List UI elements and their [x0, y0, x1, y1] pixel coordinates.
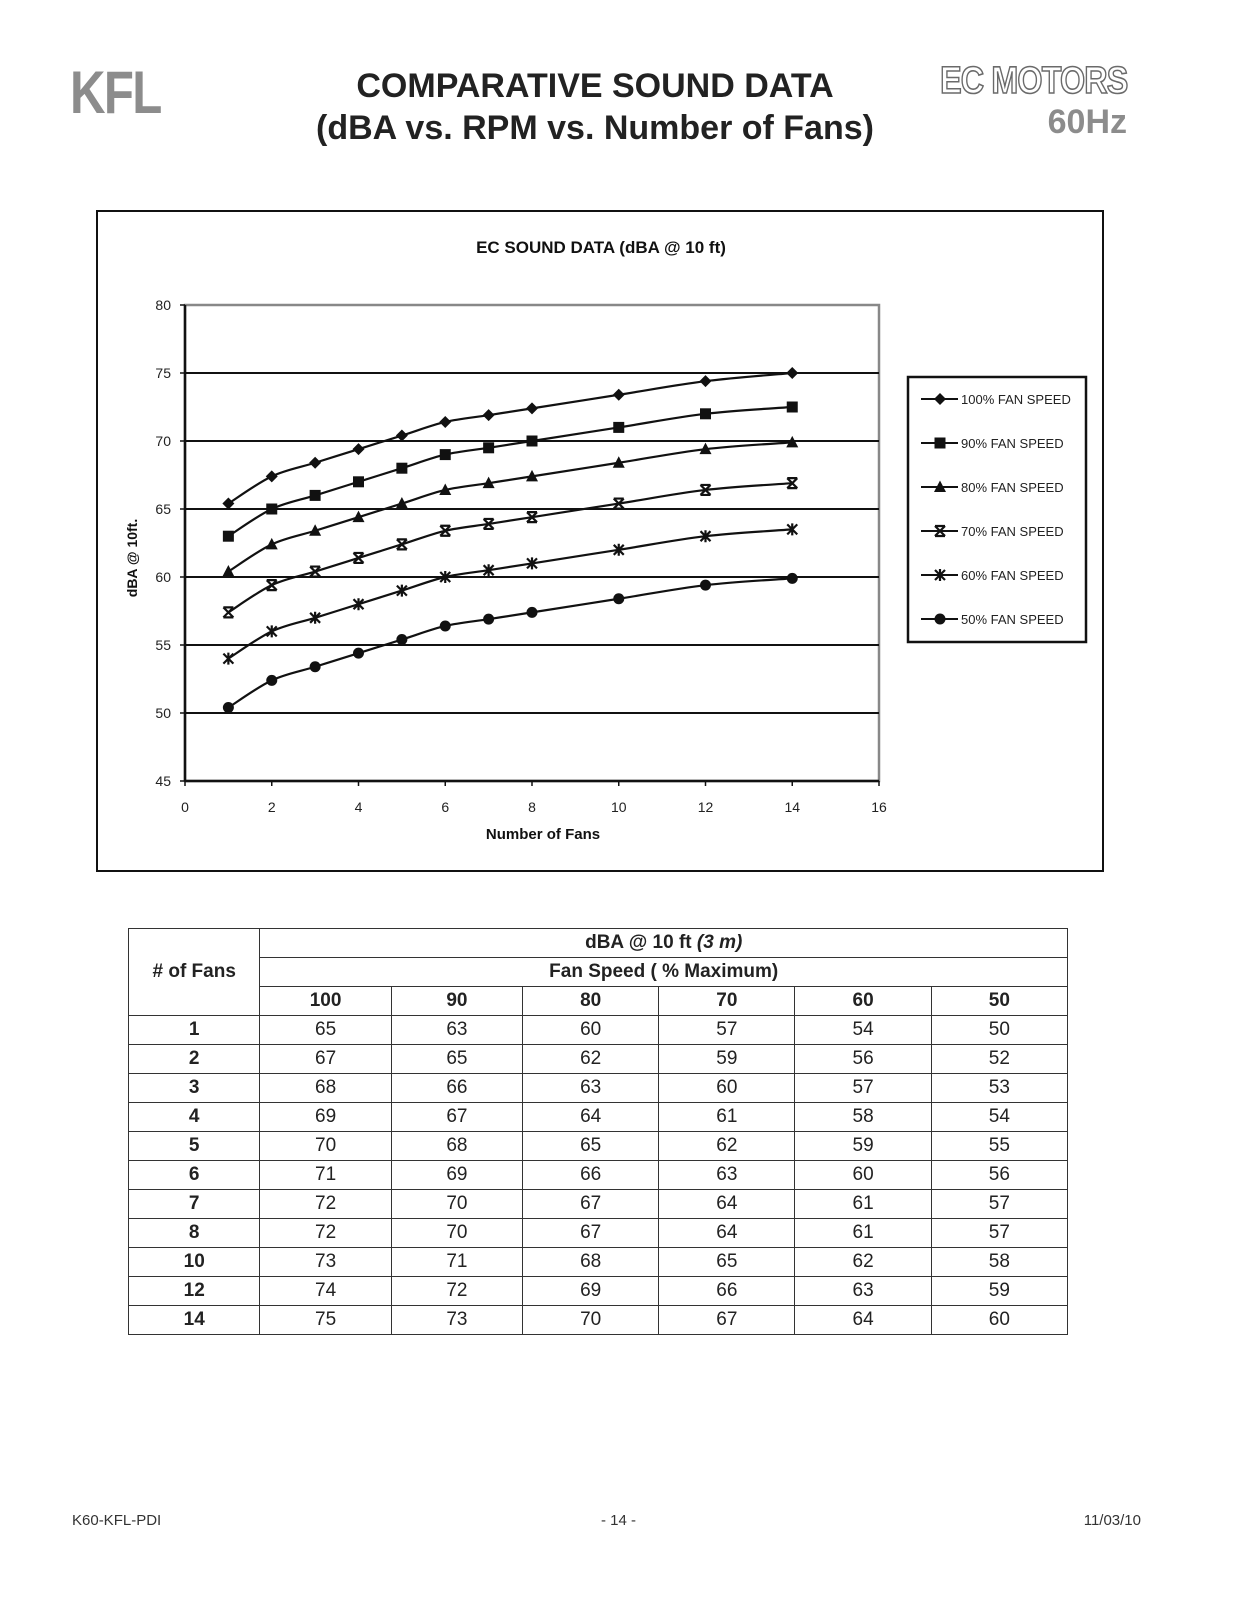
plot-area: [185, 305, 879, 781]
dba-value-cell: 50: [931, 1016, 1067, 1045]
dba-value-cell: 73: [260, 1248, 391, 1277]
data-point-square: [787, 402, 798, 413]
dba-value-cell: 62: [659, 1132, 795, 1161]
x-tick-label: 14: [784, 799, 801, 815]
data-point-square: [310, 490, 321, 501]
dba-value-cell: 63: [523, 1074, 659, 1103]
x-tick-label: 10: [610, 799, 627, 815]
y-tick-label: 80: [155, 297, 171, 313]
fans-count-cell: 3: [129, 1074, 260, 1103]
data-point-square: [353, 476, 364, 487]
x-tick-label: 16: [871, 799, 887, 815]
dba-value-cell: 64: [795, 1306, 931, 1335]
dba-value-cell: 57: [931, 1190, 1067, 1219]
dba-header-main: dBA @ 10 ft: [585, 932, 692, 953]
dba-value-cell: 74: [260, 1277, 391, 1306]
dba-value-cell: 54: [795, 1016, 931, 1045]
y-tick-label: 70: [155, 433, 171, 449]
dba-value-cell: 72: [260, 1190, 391, 1219]
speed-header-90: 90: [391, 987, 522, 1016]
dba-value-cell: 68: [523, 1248, 659, 1277]
data-point-square: [613, 422, 624, 433]
dba-value-cell: 58: [931, 1248, 1067, 1277]
y-axis-label: dBA @ 10ft.: [124, 518, 140, 598]
dba-value-cell: 73: [391, 1306, 522, 1335]
series-line-x-bar: [228, 483, 792, 612]
dba-value-cell: 70: [391, 1190, 522, 1219]
data-point-circle: [223, 702, 234, 713]
dba-value-cell: 71: [260, 1161, 391, 1190]
dba-value-cell: 67: [659, 1306, 795, 1335]
series-line-asterisk: [228, 529, 792, 658]
dba-value-cell: 70: [391, 1219, 522, 1248]
fans-count-cell: 2: [129, 1045, 260, 1074]
table-row: [129, 1132, 1068, 1161]
dba-value-cell: 67: [523, 1190, 659, 1219]
chart-frame: [96, 210, 1104, 872]
fans-count-cell: 7: [129, 1190, 260, 1219]
legend-label: 60% FAN SPEED: [961, 568, 1064, 583]
data-point-square: [396, 463, 407, 474]
data-point-diamond: [309, 457, 321, 469]
speed-header-100: 100: [260, 987, 391, 1016]
x-tick-label: 0: [181, 799, 189, 815]
title-line-1: COMPARATIVE SOUND DATA: [356, 67, 834, 105]
dba-value-cell: 67: [523, 1219, 659, 1248]
x-axis-label: Number of Fans: [485, 826, 601, 843]
data-point-square: [266, 504, 277, 515]
legend-label: 80% FAN SPEED: [961, 480, 1064, 495]
chart-title: EC SOUND DATA (dBA @ 10 ft): [476, 238, 726, 257]
fans-count-cell: 1: [129, 1016, 260, 1045]
dba-value-cell: 59: [795, 1132, 931, 1161]
table-row: [129, 1016, 1068, 1045]
dba-value-cell: 56: [795, 1045, 931, 1074]
legend-label: 50% FAN SPEED: [961, 612, 1064, 627]
dba-value-cell: 61: [795, 1190, 931, 1219]
table-body: [129, 1016, 1068, 1335]
data-point-diamond: [526, 402, 538, 414]
dba-value-cell: 67: [260, 1045, 391, 1074]
table-row: [129, 1306, 1068, 1335]
dba-header-metric: (3 m): [696, 932, 743, 953]
dba-value-cell: 55: [931, 1132, 1067, 1161]
data-point-circle: [787, 573, 798, 584]
x-tick-label: 6: [441, 799, 450, 815]
data-point-diamond: [613, 389, 625, 401]
legend-label: 90% FAN SPEED: [961, 436, 1064, 451]
series-line-square: [228, 407, 792, 536]
data-point-circle: [266, 675, 277, 686]
dba-value-cell: 58: [795, 1103, 931, 1132]
table-row: [129, 1103, 1068, 1132]
fans-count-cell: 8: [129, 1219, 260, 1248]
fans-count-cell: 12: [129, 1277, 260, 1306]
fans-column-header: # of Fans: [129, 929, 260, 1016]
series-line-circle: [228, 578, 792, 707]
data-point-square: [527, 436, 538, 447]
data-point-asterisk: [223, 653, 233, 665]
speed-header-60: 60: [795, 987, 931, 1016]
dba-value-cell: 75: [260, 1306, 391, 1335]
data-point-square: [483, 442, 494, 453]
dba-value-cell: 57: [659, 1016, 795, 1045]
y-tick-label: 65: [155, 501, 171, 517]
dba-value-cell: 72: [391, 1277, 522, 1306]
data-point-diamond: [222, 498, 234, 510]
data-point-diamond: [266, 470, 278, 482]
data-point-circle: [527, 607, 538, 618]
data-point-x-bar: [223, 607, 233, 617]
data-point-circle: [700, 580, 711, 591]
dba-value-cell: 62: [795, 1248, 931, 1277]
data-point-square: [440, 449, 451, 460]
table-row: [129, 1161, 1068, 1190]
dba-value-cell: 65: [391, 1045, 522, 1074]
x-tick-label: 2: [267, 799, 276, 815]
dba-value-cell: 64: [659, 1219, 795, 1248]
dba-value-cell: 69: [260, 1103, 391, 1132]
fan-speed-header: Fan Speed ( % Maximum): [260, 958, 1068, 987]
table-row: [129, 1045, 1068, 1074]
ec-motors-logo: [907, 60, 1127, 140]
frequency-label: 60Hz: [1047, 103, 1127, 141]
dba-value-cell: 66: [391, 1074, 522, 1103]
fans-count-cell: 6: [129, 1161, 260, 1190]
footer-page-number: - 14 -: [600, 1512, 636, 1529]
dba-value-cell: 63: [795, 1277, 931, 1306]
legend-label: 100% FAN SPEED: [961, 392, 1071, 407]
fans-count-cell: 5: [129, 1132, 260, 1161]
title-line-2: (dBA vs. RPM vs. Number of Fans): [316, 109, 874, 147]
dba-value-cell: 60: [931, 1306, 1067, 1335]
dba-value-cell: 66: [659, 1277, 795, 1306]
y-tick-label: 60: [155, 569, 171, 585]
dba-value-cell: 53: [931, 1074, 1067, 1103]
data-point-diamond: [439, 416, 451, 428]
legend-marker-square: [935, 438, 946, 449]
table-row: [129, 1248, 1068, 1277]
sound-data-table: [128, 928, 1068, 1335]
dba-value-cell: 57: [931, 1219, 1067, 1248]
page-title: [260, 65, 930, 149]
dba-value-cell: 64: [659, 1190, 795, 1219]
y-tick-label: 75: [155, 365, 171, 381]
dba-value-cell: 70: [260, 1132, 391, 1161]
table-row: [129, 1277, 1068, 1306]
dba-value-cell: 57: [795, 1074, 931, 1103]
legend: [908, 377, 1086, 642]
fans-count-cell: 10: [129, 1248, 260, 1277]
data-point-circle: [440, 620, 451, 631]
dba-value-cell: 60: [659, 1074, 795, 1103]
data-point-diamond: [396, 430, 408, 442]
dba-value-cell: 59: [659, 1045, 795, 1074]
dba-value-cell: 70: [523, 1306, 659, 1335]
data-point-asterisk: [267, 625, 277, 637]
dba-value-cell: 64: [523, 1103, 659, 1132]
dba-value-cell: 65: [260, 1016, 391, 1045]
speed-header-70: 70: [659, 987, 795, 1016]
data-point-triangle: [222, 565, 234, 577]
data-point-circle: [613, 593, 624, 604]
dba-group-header: [260, 929, 1068, 958]
x-tick-label: 12: [697, 799, 714, 815]
dba-value-cell: 68: [391, 1132, 522, 1161]
dba-value-cell: 56: [931, 1161, 1067, 1190]
footer-doc-id: K60-KFL-PDI: [72, 1512, 162, 1529]
fans-count-cell: 4: [129, 1103, 260, 1132]
data-point-circle: [310, 661, 321, 672]
dba-value-cell: 65: [659, 1248, 795, 1277]
data-point-diamond: [353, 443, 365, 455]
sound-chart: [98, 212, 1101, 869]
dba-value-cell: 59: [931, 1277, 1067, 1306]
dba-value-cell: 54: [931, 1103, 1067, 1132]
data-point-square: [700, 408, 711, 419]
data-point-circle: [353, 648, 364, 659]
dba-value-cell: 69: [391, 1161, 522, 1190]
data-point-diamond: [700, 375, 712, 387]
table-row: [129, 1219, 1068, 1248]
dba-value-cell: 72: [260, 1219, 391, 1248]
dba-value-cell: 61: [659, 1103, 795, 1132]
fans-count-cell: 14: [129, 1306, 260, 1335]
dba-value-cell: 71: [391, 1248, 522, 1277]
data-point-x-bar: [267, 580, 277, 590]
legend-marker-circle: [935, 614, 946, 625]
dba-value-cell: 52: [931, 1045, 1067, 1074]
kfl-logo: KFL: [70, 59, 161, 126]
dba-value-cell: 68: [260, 1074, 391, 1103]
speed-header-80: 80: [523, 987, 659, 1016]
speed-header-50: 50: [931, 987, 1067, 1016]
data-point-circle: [483, 614, 494, 625]
y-tick-label: 55: [155, 637, 171, 653]
dba-value-cell: 67: [391, 1103, 522, 1132]
speed-header-row: [129, 987, 1068, 1016]
y-tick-label: 50: [155, 705, 171, 721]
ec-motors-label: EC MOTORS: [939, 60, 1127, 102]
footer-date: 11/03/10: [1083, 1512, 1141, 1529]
table-row: [129, 1190, 1068, 1219]
dba-value-cell: 62: [523, 1045, 659, 1074]
dba-value-cell: 69: [523, 1277, 659, 1306]
table-row: [129, 1074, 1068, 1103]
x-tick-label: 8: [528, 799, 536, 815]
legend-label: 70% FAN SPEED: [961, 524, 1064, 539]
x-tick-label: 4: [354, 799, 363, 815]
dba-value-cell: 63: [391, 1016, 522, 1045]
dba-value-cell: 63: [659, 1161, 795, 1190]
dba-value-cell: 65: [523, 1132, 659, 1161]
dba-value-cell: 60: [523, 1016, 659, 1045]
dba-value-cell: 66: [523, 1161, 659, 1190]
dba-value-cell: 61: [795, 1219, 931, 1248]
data-point-circle: [396, 634, 407, 645]
dba-value-cell: 60: [795, 1161, 931, 1190]
data-point-diamond: [786, 367, 798, 379]
data-point-square: [223, 531, 234, 542]
data-point-diamond: [483, 409, 495, 421]
y-tick-label: 45: [155, 773, 171, 789]
